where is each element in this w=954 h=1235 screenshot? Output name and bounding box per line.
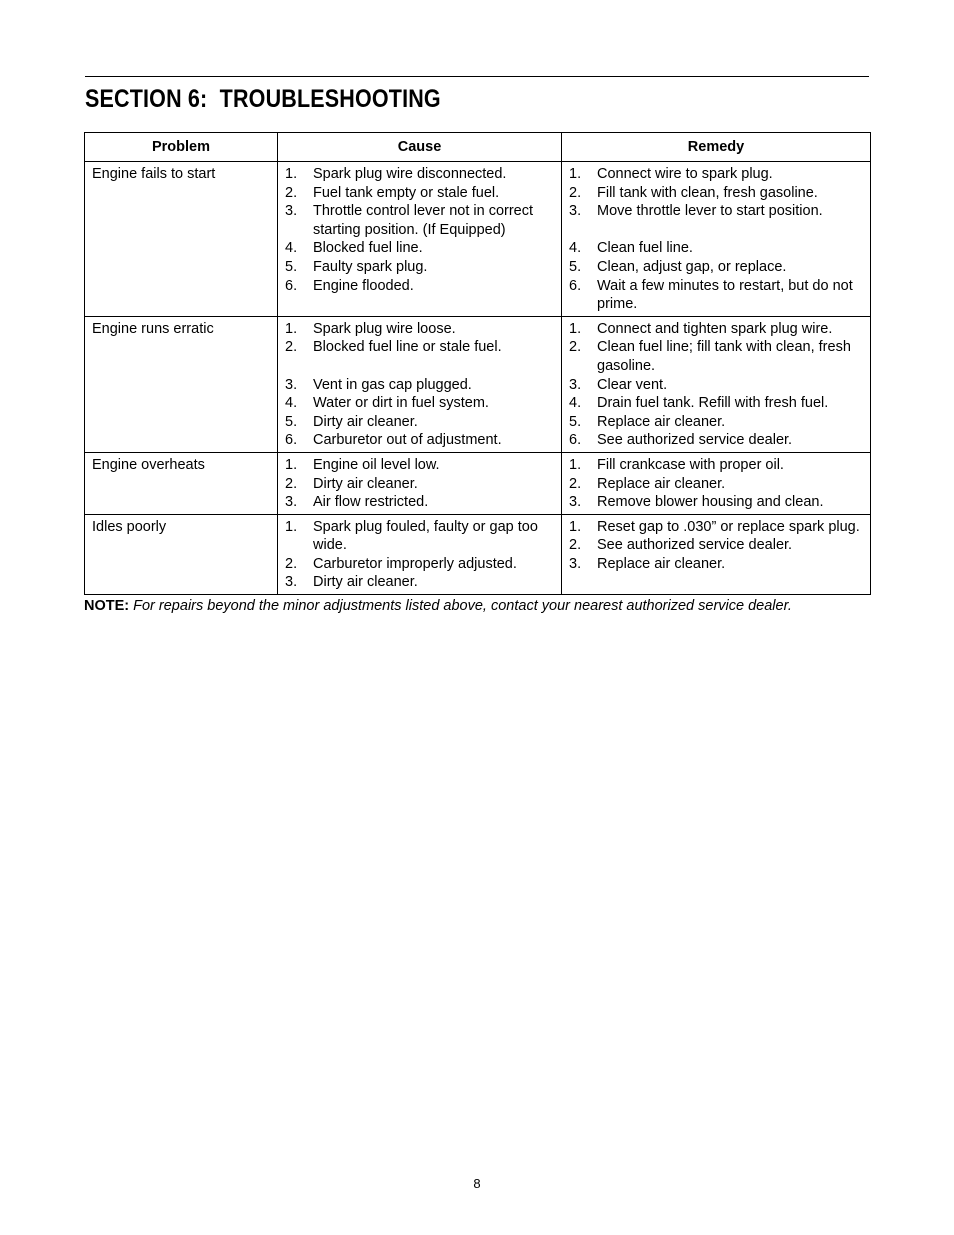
list-item: 5. Dirty air cleaner. [285, 413, 418, 430]
list-item: 3. Remove blower housing and clean. [569, 494, 824, 511]
header-cause: Cause [278, 133, 562, 162]
list-item: 2. Dirty air cleaner. [285, 475, 418, 492]
list-item: 5. Faulty spark plug. [285, 258, 428, 275]
list-item: 3. Vent in gas cap plugged. [285, 376, 472, 393]
remedy-cell [562, 452, 871, 514]
remedy-cell [562, 316, 871, 452]
list-item: 2. Fill tank with clean, fresh gasoline. [569, 184, 818, 201]
table-header-row [85, 133, 871, 162]
list-item: 2. Fuel tank empty or stale fuel. [285, 184, 500, 201]
cause-cell [278, 162, 562, 317]
troubleshooting-table [84, 132, 871, 595]
table-row [85, 316, 871, 452]
list-item: 5. Clean, adjust gap, or replace. [569, 258, 787, 275]
list-item: 1. Spark plug fouled, faulty or gap too wide. [285, 518, 538, 554]
list-item: 1. Spark plug wire disconnected. [285, 166, 507, 182]
list-item: 3. Dirty air cleaner. [285, 574, 418, 591]
cause-cell [278, 316, 562, 452]
list-item: 4. Blocked fuel line. [285, 240, 423, 257]
list-item: 4. Drain fuel tank. Refill with fresh fuel. [569, 395, 829, 412]
note-label: NOTE: [84, 598, 130, 614]
list-item: 2. Carburetor improperly adjusted. [285, 555, 517, 572]
list-item: 1. Engine oil level low. [285, 456, 440, 473]
list-item: 6. Carburetor out of adjustment. [285, 432, 502, 449]
list-item: 4. Water or dirt in fuel system. [285, 395, 489, 412]
list-item: 1. Fill crankcase with proper oil. [569, 456, 784, 473]
list-item: 2. Replace air cleaner. [569, 475, 726, 492]
list-item: 5. Replace air cleaner. [569, 413, 726, 430]
cause-cell [278, 452, 562, 514]
note [84, 597, 792, 615]
list-item: 6. See authorized service dealer. [569, 432, 793, 449]
list-item: 6. Engine flooded. [285, 277, 414, 294]
list-item: 3. Replace air cleaner. [569, 555, 726, 572]
list-item: 1. Connect wire to spark plug. [569, 166, 773, 182]
list-item: 2. See authorized service dealer. [569, 537, 793, 554]
problem-cell: Engine runs erratic [85, 316, 278, 452]
list-item: 3. Clear vent. [569, 376, 668, 393]
list-item: 3. Move throttle lever to start position. [569, 203, 823, 220]
list-item: 6. Wait a few minutes to restart, but do not prime. [569, 277, 853, 313]
page-number: 8 [473, 1176, 481, 1191]
list-item: 3. Throttle control lever not in correct starting position. (If Equipped) [285, 203, 534, 238]
note-text: For repairs beyond the minor adjustments listed above, contact your nearest authorized service dealer. [133, 598, 792, 614]
list-item: 4. Clean fuel line. [569, 240, 693, 257]
header-rule [85, 76, 869, 77]
list-item: 1. Spark plug wire loose. [285, 320, 456, 337]
list-item: 2. Clean fuel line; fill tank with clean, fresh gasoline. [569, 339, 851, 374]
list-item: 3. Air flow restricted. [285, 494, 429, 511]
list-item: 1. Connect and tighten spark plug wire. [569, 320, 833, 337]
table-row [85, 162, 871, 317]
problem-cell: Engine overheats [85, 452, 278, 514]
remedy-cell [562, 514, 871, 594]
remedy-cell [562, 162, 871, 317]
cause-cell [278, 514, 562, 594]
header-problem: Problem [85, 133, 278, 162]
list-item: 2. Blocked fuel line or stale fuel. [285, 339, 502, 356]
table-row [85, 514, 871, 594]
problem-cell: Engine fails to start [85, 162, 278, 317]
problem-cell: Idles poorly [85, 514, 278, 594]
table-row [85, 452, 871, 514]
list-item: 1. Reset gap to .030” or replace spark plug. [569, 518, 860, 535]
header-remedy: Remedy [562, 133, 871, 162]
section-title: SECTION 6: TROUBLESHOOTING [85, 85, 441, 113]
